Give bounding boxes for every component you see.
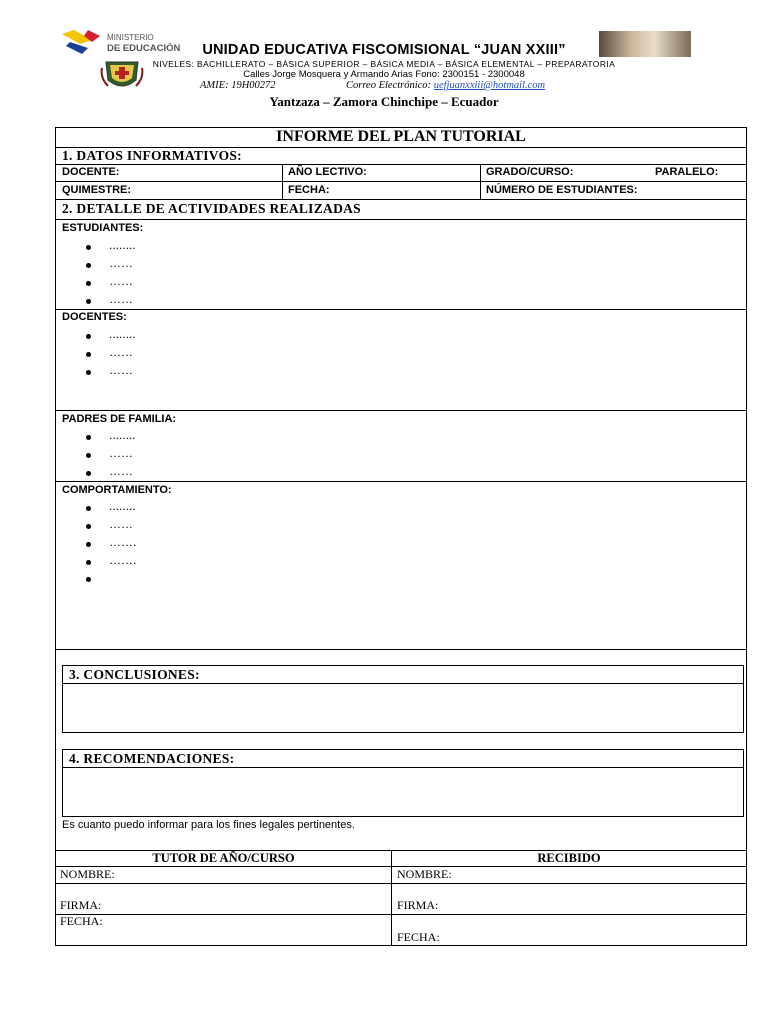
divider (55, 181, 747, 182)
docentes-item: ........ (109, 327, 136, 341)
grado-curso-label: GRADO/CURSO: (486, 166, 574, 178)
comportamiento-item: …… (109, 517, 133, 531)
bullet (86, 245, 91, 250)
recibido-header: RECIBIDO (537, 851, 601, 865)
section-datos-informativos: 1. DATOS INFORMATIVOS: (62, 148, 242, 163)
school-levels: NIVELES: BACHILLERATO – BÁSICA SUPERIOR – BÁSICA MEDIA – BÁSICA ELEMENTAL – PREPARATORIA (152, 59, 616, 69)
docentes-item: …… (109, 345, 133, 359)
school-location: Yantzaza – Zamora Chinchipe – Ecuador (269, 94, 499, 109)
bullet (86, 542, 91, 547)
divider (55, 199, 747, 200)
paralelo-label: PARALELO: (655, 166, 719, 178)
divider (55, 914, 392, 915)
divider (55, 164, 747, 165)
email-link[interactable]: uefjuanxxiii@hotmail.com (433, 80, 546, 91)
anio-lectivo-label: AÑO LECTIVO: (288, 166, 367, 178)
tutor-nombre-label: NOMBRE: (60, 867, 115, 881)
bullet (86, 471, 91, 476)
divider (391, 914, 747, 915)
section-detalle-actividades: 2. DETALLE DE ACTIVIDADES REALIZADAS (62, 201, 361, 216)
padres-label: PADRES DE FAMILIA: (62, 413, 177, 425)
bullet (86, 370, 91, 375)
recomendaciones-field[interactable] (62, 767, 744, 817)
school-name: UNIDAD EDUCATIVA FISCOMISIONAL “JUAN XXIII” (202, 42, 566, 58)
bullet (86, 352, 91, 357)
estudiantes-item: ........ (109, 238, 136, 252)
bullet (86, 506, 91, 511)
estudiantes-label: ESTUDIANTES: (62, 222, 144, 234)
tutor-firma-label: FIRMA: (60, 898, 102, 912)
bullet (86, 577, 91, 582)
bullet (86, 299, 91, 304)
section-recomendaciones: 4. RECOMENDACIONES: (69, 751, 235, 766)
recibido-firma-label: FIRMA: (397, 898, 439, 912)
divider (55, 883, 747, 884)
bullet (86, 560, 91, 565)
bullet (86, 453, 91, 458)
fecha-label: FECHA: (288, 184, 330, 196)
comportamiento-item: ……. (109, 535, 137, 549)
form-title: INFORME DEL PLAN TUTORIAL (276, 128, 526, 145)
comportamiento-label: COMPORTAMIENTO: (62, 484, 172, 496)
docente-label: DOCENTE: (62, 166, 120, 178)
amie-code: AMIE: 19H00272 (200, 80, 276, 91)
divider (55, 481, 747, 482)
cell-divider (480, 164, 481, 199)
bullet (86, 334, 91, 339)
divider (55, 410, 747, 411)
bullet (86, 281, 91, 286)
cell-divider (282, 164, 283, 199)
divider (55, 309, 747, 310)
padres-item: …… (109, 464, 133, 478)
docentes-label: DOCENTES: (62, 311, 127, 323)
ministry-logo-line2: DE EDUCACIÓN (107, 43, 180, 54)
quimestre-label: QUIMESTRE: (62, 184, 132, 196)
bullet (86, 435, 91, 440)
numero-estudiantes-label: NÚMERO DE ESTUDIANTES: (486, 184, 638, 196)
bullet (86, 263, 91, 268)
school-address: Calles Jorge Mosquera y Armando Arias Fono: 2300151 - 2300048 (243, 69, 525, 80)
section-conclusiones: 3. CONCLUSIONES: (69, 667, 200, 682)
tutor-header: TUTOR DE AÑO/CURSO (152, 851, 295, 865)
frame-right-border (746, 650, 747, 850)
divider (55, 219, 747, 220)
tutor-fecha-label: FECHA: (60, 914, 103, 928)
padres-item: ........ (109, 428, 136, 442)
conclusiones-field[interactable] (62, 683, 744, 733)
estudiantes-item: …… (109, 256, 133, 270)
estudiantes-item: …… (109, 292, 133, 306)
docentes-item: …… (109, 363, 133, 377)
email-line (346, 80, 545, 91)
estudiantes-item: …… (109, 274, 133, 288)
frame-left-border (55, 650, 56, 850)
email-label: Correo Electrónico: (346, 80, 434, 91)
comportamiento-item: ........ (109, 499, 136, 513)
comportamiento-item: ……. (109, 553, 137, 567)
bullet (86, 524, 91, 529)
recibido-nombre-label: NOMBRE: (397, 867, 452, 881)
ministry-logo-line1: MINISTERIO (107, 33, 154, 42)
recibido-fecha-label: FECHA: (397, 930, 440, 944)
padres-item: …… (109, 446, 133, 460)
closing-statement: Es cuanto puedo informar para los fines legales pertinentes. (62, 819, 355, 831)
